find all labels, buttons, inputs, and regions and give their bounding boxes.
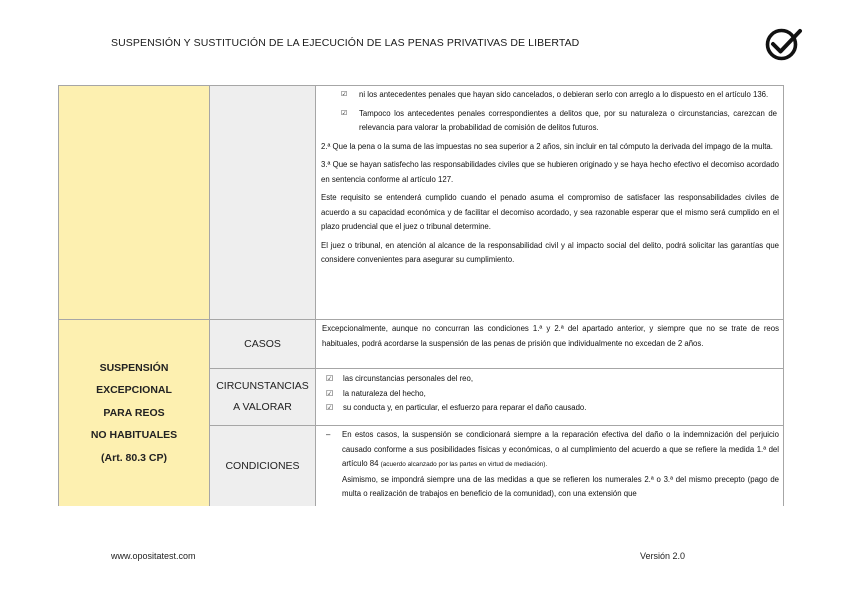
checkbox-icon: ☑ — [326, 388, 334, 398]
checkbox-icon: ☑ — [326, 374, 334, 383]
circunstancias-label: CIRCUNSTANCIAS A VALORAR — [209, 368, 315, 425]
top-middle-cell — [209, 86, 315, 319]
dash-bullet: – — [326, 430, 331, 439]
checkbox-icon: ☑ — [341, 109, 348, 117]
condiciones-label: CONDICIONES — [209, 425, 315, 506]
circunstancia-item: ☑ las circunstancias personales del reo, — [320, 372, 779, 387]
antecedentes-irrelevantes-item: ☑ Tampoco los antecedentes penales correspondientes a delitos que, por su naturaleza o circunstancias, carezcan de relevancia para valorar la probabilidad de comisión de delitos futuros. — [321, 107, 779, 136]
condicion-2: 2.ª Que la pena o la suma de las impuestas no sea superior a 2 años, sin incluir en tal cómputo la derivada del impago de la multa. — [321, 141, 773, 151]
circunstancia-item: ☑ la naturaleza del hecho, — [320, 387, 779, 402]
condicion-3: 3.ª Que se hayan satisfecho las responsabilidades civiles que se hubieren originado y se haya hecho efectivo el decomiso acordado en sentencia conforme al artículo 127. — [321, 160, 779, 184]
casos-label: CASOS — [209, 319, 315, 368]
condiciones-content — [315, 425, 783, 506]
top-content-cell — [315, 86, 783, 319]
casos-content: Excepcionalmente, aunque no concurran las condiciones 1.ª y 2.ª del apartado anterior, y siempre que no se trate de reos habituales, podrá acordarse la suspensión de las penas de prisión que individualmente no excedan de 2 años. — [315, 319, 783, 368]
checkbox-icon: ☑ — [341, 91, 348, 98]
requisito-cumplido: Este requisito se entenderá cumplido cuando el penado asuma el compromiso de satisfacer las responsabilidades civiles de acuerdo a su capacidad económica y de facilitar el decomiso acordado, y sea razonable esperar que el mismo será cumplido en el plazo prudencial que el juez o tribunal determine. — [321, 193, 779, 231]
page-title: SUSPENSIÓN Y SUSTITUCIÓN DE LA EJECUCIÓN DE LAS PENAS PRIVATIVAS DE LIBERTAD — [111, 37, 580, 49]
checkbox-icon: ☑ — [326, 403, 334, 412]
check-circle-icon — [763, 25, 805, 63]
summary-table — [58, 85, 784, 506]
condiciones-parrafo-1: En estos casos, la suspensión se condicionará siempre a la reparación efectiva del daño o la indemnización del perjuicio causado conforme a sus posibilidades físicas y económicas, o al cumplimiento del acuerdo a que se refiere la medida 1.ª del artículo 84 (acuerdo alcanzado por las partes en virtud de mediación). — [342, 430, 779, 468]
antecedentes-cancelados-item: ☑ ni los antecedentes penales que hayan sido cancelados, o debieran serlo con arreglo a lo dispuesto en el artículo 136. — [321, 88, 779, 103]
garantias-parrafo: El juez o tribunal, en atención al alcance de la responsabilidad civil y al impacto social del delito, podrá solicitar las garantías que considere convenientes para asegurar su cumplimiento. — [321, 240, 779, 264]
top-left-cell — [59, 86, 209, 319]
footer-version: Versión 2.0 — [640, 551, 686, 561]
suspension-excepcional-title: SUSPENSIÓN EXCEPCIONAL PARA REOS NO HABITUALES (Art. 80.3 CP) — [59, 319, 209, 506]
circunstancias-content — [315, 368, 783, 425]
condiciones-parrafo-2: Asimismo, se impondrá siempre una de las medidas a que se refieren los numerales 2.ª o 3.ª del mismo precepto (pago de multa o realización de trabajos en beneficio de la comunidad), con una extensión que — [342, 474, 779, 498]
footer-website: www.opositatest.com — [111, 551, 196, 561]
circunstancia-item: ☑ su conducta y, en particular, el esfuerzo para reparar el daño causado. — [320, 401, 779, 416]
